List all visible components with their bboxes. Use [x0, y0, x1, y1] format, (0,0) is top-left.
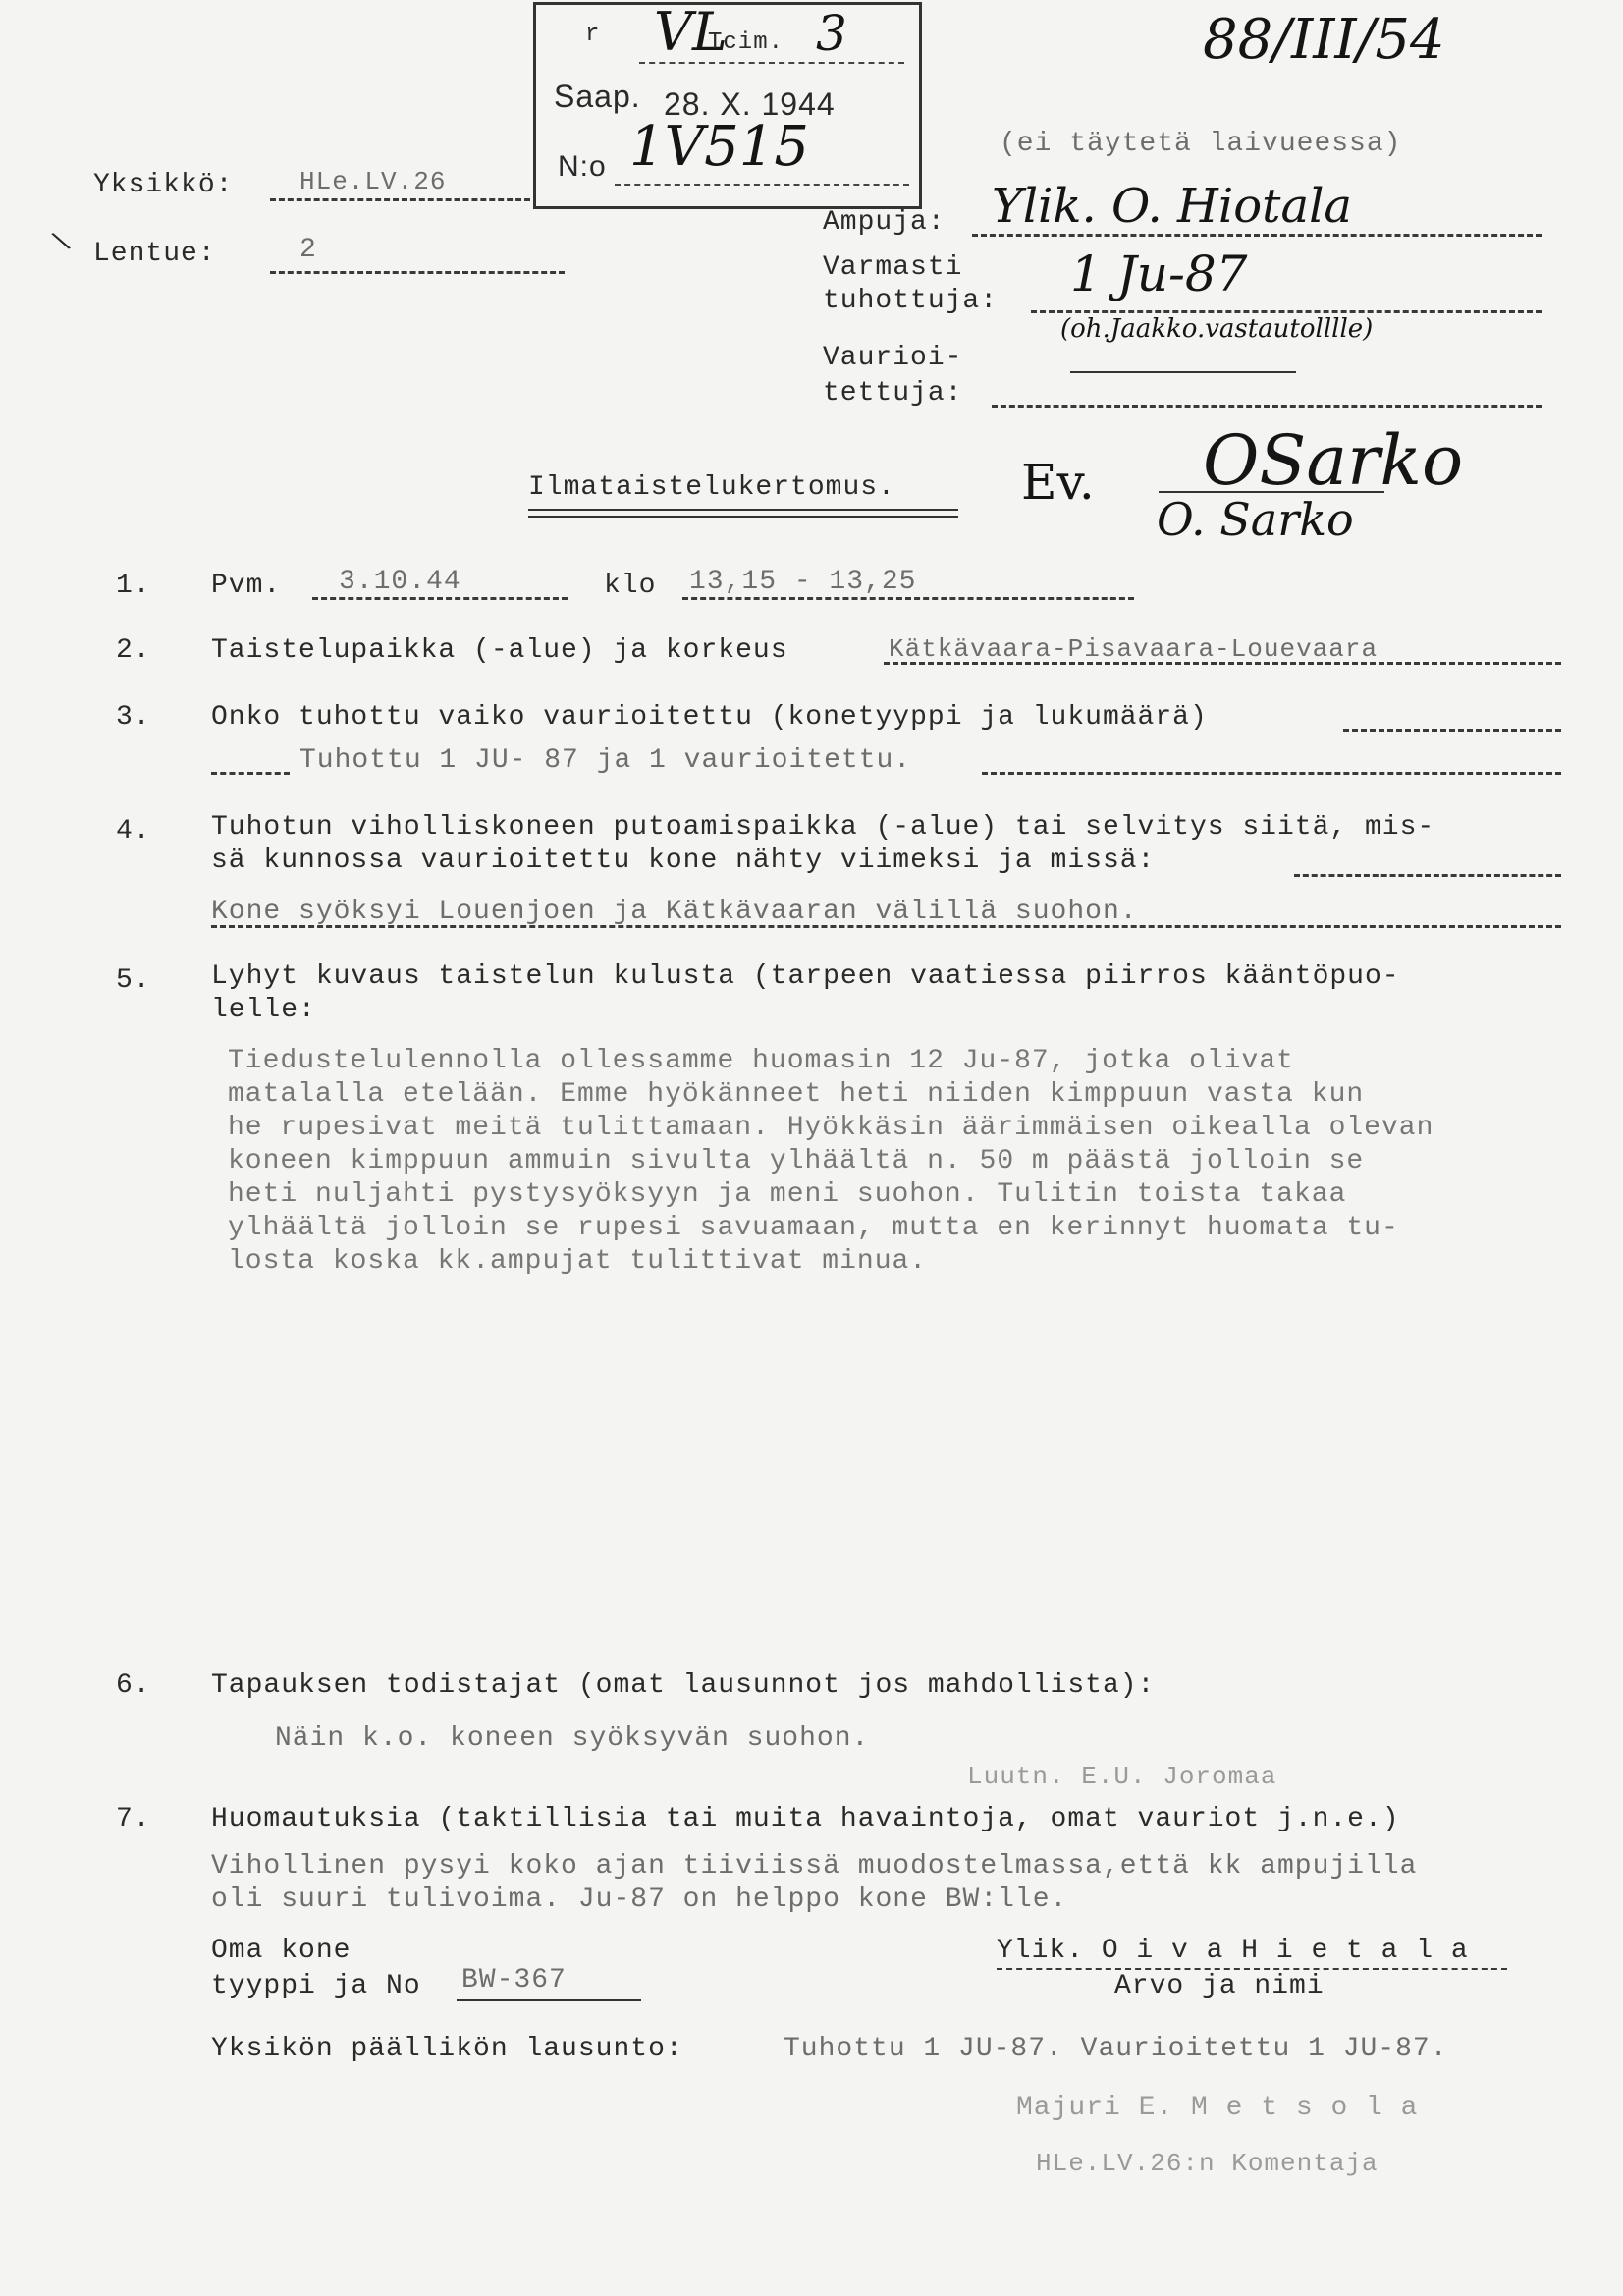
- item-2-label: Taistelupaikka (-alue) ja korkeus: [211, 635, 788, 666]
- signature-rank: Ev.: [1021, 454, 1095, 511]
- damaged-label-2: tettuja:: [823, 378, 963, 409]
- slash-mark: \: [49, 226, 77, 262]
- stamp-received-label: Saap.: [554, 79, 641, 114]
- stamp-handwritten-mark: VL: [654, 1, 728, 63]
- item-5-text-line: losta koska kk.ampujat tulittivat minua.: [228, 1246, 928, 1277]
- item-5-text-line: he rupesivat meitä tulittamaan. Hyökkäsin äärimmäisen oikealla olevan: [228, 1113, 1434, 1143]
- destroyed-label-2: tuhottuja:: [823, 286, 999, 316]
- item-5-text-line: koneen kimppuun ammuin sivulta ylhäältä n. 50 m päästä jolloin se: [228, 1146, 1365, 1176]
- shooter-label: Ampuja:: [823, 207, 946, 238]
- item-6-label: Tapauksen todistajat (omat lausunnot jos mahdollista):: [211, 1670, 1156, 1701]
- destroyed-value: 1 Ju-87: [1070, 246, 1248, 302]
- item-1-date: 3.10.44: [339, 567, 461, 597]
- item-3-label: Onko tuhottu vaiko vaurioitettu (konetyyppi ja lukumäärä): [211, 702, 1208, 733]
- destroyed-note: (oh.Jaakko.vastautolllle): [1060, 314, 1374, 344]
- own-plane-label-2: tyyppi ja No: [211, 1971, 421, 2001]
- item-5-number: 5.: [116, 965, 151, 996]
- item-3-number: 3.: [116, 702, 151, 733]
- stamp-number-label: N:o: [558, 150, 607, 183]
- signature-scrawl: OSarko: [1203, 420, 1464, 501]
- stamp-number: 3: [816, 5, 847, 62]
- item-6-number: 6.: [116, 1670, 151, 1701]
- rank-name-value: Ylik. O i v a H i e t a l a: [997, 1936, 1469, 1966]
- commander-label: Yksikön päällikön lausunto:: [211, 2034, 683, 2064]
- not-filled-note: (ei täytetä laivueessa): [1000, 129, 1402, 159]
- stamp-prefix: r: [585, 22, 601, 48]
- item-1-klo: klo: [604, 571, 657, 601]
- item-5-text-line: heti nuljahti pystysyöksyyn ja meni suohon. Tulitin toista takaa: [228, 1179, 1347, 1210]
- flight-value: 2: [299, 235, 317, 265]
- stamp-department: Tcim.: [708, 29, 784, 56]
- commander-text: Tuhottu 1 JU-87. Vaurioitettu 1 JU-87.: [784, 2034, 1448, 2064]
- item-4-number: 4.: [116, 816, 151, 847]
- item-4-label-2: sä kunnossa vaurioitettu kone nähty viimeksi ja missä:: [211, 846, 1156, 876]
- item-5-label-2: lelle:: [211, 995, 316, 1025]
- received-stamp: [533, 2, 922, 209]
- archive-number: 88/III/54: [1203, 8, 1445, 72]
- damaged-label-1: Vaurioi-: [823, 343, 963, 373]
- unit-value: HLe.LV.26: [299, 167, 447, 196]
- rank-name-label: Arvo ja nimi: [1114, 1971, 1325, 2001]
- item-1-number: 1.: [116, 571, 151, 601]
- commander-signature: Majuri E. M e t s o l a: [1016, 2093, 1419, 2123]
- item-1-label: Pvm.: [211, 571, 282, 601]
- item-1-time: 13,15 - 13,25: [689, 567, 917, 597]
- item-7-number: 7.: [116, 1804, 151, 1834]
- item-5-text-line: Tiedustelulennolla ollessamme huomasin 12 Ju-87, jotka olivat: [228, 1046, 1294, 1076]
- item-7-label: Huomautuksia (taktillisia tai muita havaintoja, omat vauriot j.n.e.): [211, 1804, 1400, 1834]
- item-5-text-line: matalalla etelään. Emme hyökänneet heti niiden kimppuun vasta kun: [228, 1079, 1365, 1110]
- item-4-value: Kone syöksyi Louenjoen ja Kätkävaaran välillä suohon.: [211, 897, 1138, 927]
- shooter-value: Ylik. O. Hiotala: [992, 179, 1353, 234]
- item-7-text-1: Vihollinen pysyi koko ajan tiiviissä muodostelmassa,että kk ampujilla: [211, 1851, 1418, 1882]
- item-2-value: Kätkävaara-Pisavaara-Louevaara: [889, 634, 1379, 664]
- item-5-label-1: Lyhyt kuvaus taistelun kulusta (tarpeen vaatiessa piirros kääntöpuo-: [211, 961, 1400, 992]
- item-2-number: 2.: [116, 635, 151, 666]
- commander-title: HLe.LV.26:n Komentaja: [1036, 2149, 1379, 2178]
- stamp-number-value: 1V515: [629, 115, 809, 179]
- own-plane-label-1: Oma kone: [211, 1936, 352, 1966]
- flight-label: Lentue:: [93, 239, 216, 269]
- unit-label: Yksikkö:: [93, 170, 234, 200]
- item-6-text: Näin k.o. koneen syöksyvän suohon.: [275, 1723, 870, 1754]
- own-plane-value: BW-367: [461, 1965, 567, 1995]
- item-4-label-1: Tuhotun viholliskoneen putoamispaikka (-alue) tai selvitys siitä, mis-: [211, 812, 1435, 843]
- item-6-witness: Luutn. E.U. Joromaa: [967, 1762, 1277, 1791]
- stamp-received-date: 28. X. 1944: [664, 86, 836, 122]
- report-title: Ilmataistelukertomus.: [528, 472, 895, 503]
- destroyed-label-1: Varmasti: [823, 252, 963, 283]
- signature-name: O. Sarko: [1157, 493, 1354, 546]
- item-7-text-2: oli suuri tulivoima. Ju-87 on helppo kone BW:lle.: [211, 1885, 1068, 1915]
- item-3-value: Tuhottu 1 JU- 87 ja 1 vaurioitettu.: [299, 745, 912, 776]
- item-5-text-line: ylhäältä jolloin se rupesi savuamaan, mutta en kerinnyt huomata tu-: [228, 1213, 1399, 1243]
